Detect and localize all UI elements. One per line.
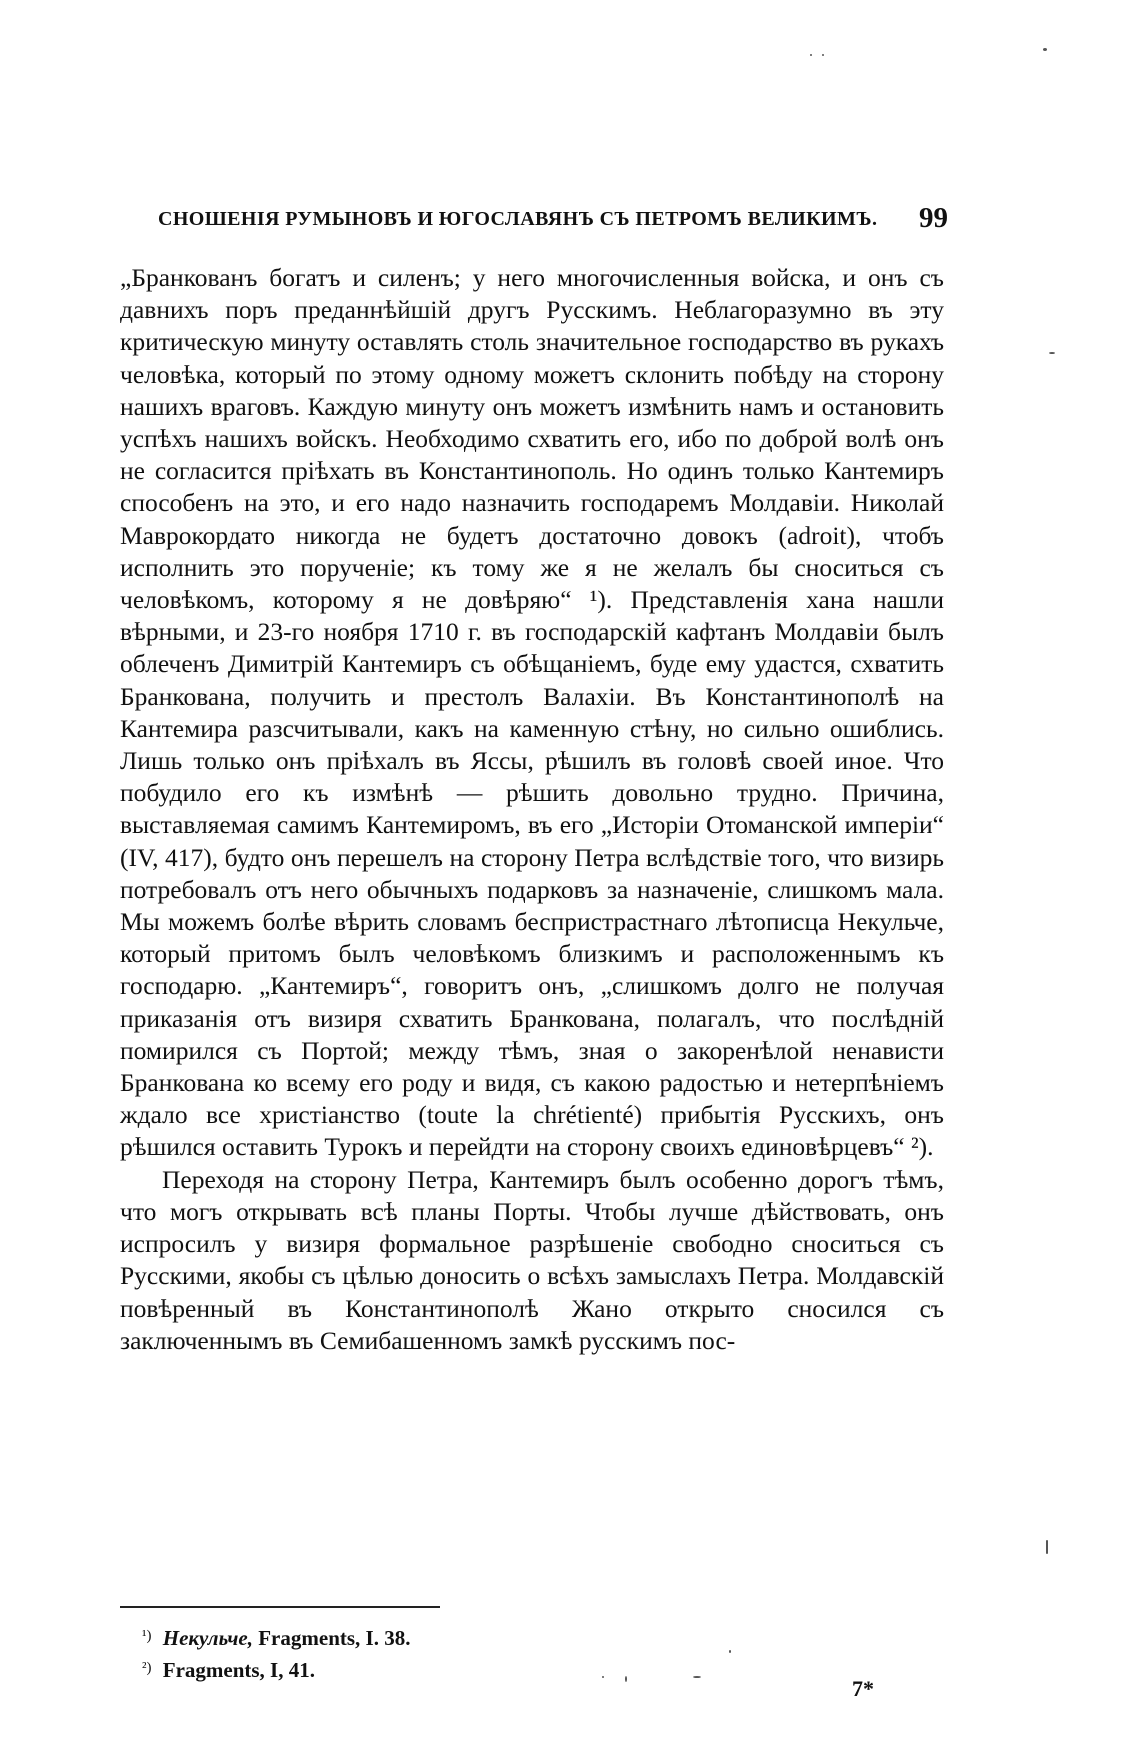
scan-speck	[729, 1650, 731, 1653]
footnotes	[142, 1622, 842, 1686]
footnote-rule	[120, 1606, 440, 1608]
scan-speck	[602, 1676, 604, 1678]
running-head	[158, 202, 948, 242]
scan-speck	[693, 1676, 701, 1678]
footnote-mark: ²)	[142, 1660, 152, 1676]
scan-speck	[625, 1676, 627, 1682]
footnote-1	[142, 1622, 842, 1654]
footnote-2	[142, 1654, 842, 1686]
scan-speck	[810, 54, 812, 56]
scan-speck	[1046, 1540, 1048, 1554]
running-title: СНОШЕНІЯ РУМЫНОВЪ И ЮГОСЛАВЯНЪ СЪ ПЕТРОМЪ ВЕЛИКИМЪ.	[158, 208, 878, 230]
footnote-mark: ¹)	[142, 1628, 152, 1644]
paragraph-2: Переходя на сторону Петра, Кантемиръ былъ особенно дорогъ тѣмъ, что могъ открывать всѣ планы Порты. Чтобы лучше дѣйствовать, онъ испросилъ у визиря формальное разрѣшеніе свободно сноситься съ Русскими, якобы съ цѣлью доносить о всѣхъ замыслахъ Петра. Молдавскій повѣренный въ Константинополѣ Жано открыто сносился съ заключеннымъ въ Семибашенномъ замкѣ русскимъ пос-	[120, 1164, 944, 1355]
body-text	[120, 262, 944, 1357]
paragraph-1: „Бранкованъ богатъ и силенъ; у него многочисленныя войска, и онъ съ давнихъ поръ преданнѣйшій другъ Русскимъ. Неблагоразумно въ эту критическую минуту оставлять столь значительное господарство въ рукахъ человѣка, который по этому одному можетъ склонить побѣду на сторону нашихъ враговъ. Каждую минуту онъ можетъ измѣнить намъ и остановить успѣхъ нашихъ войскъ. Необходимо схватить его, ибо по доброй волѣ онъ не согласится пріѣхать въ Константинополь. Но одинъ только Кантемиръ способенъ на это, и его надо назначить господаремъ Молдавіи. Николай Маврокордато никогда не будетъ достаточно довокъ (adroit), чтобъ исполнить это порученіе; къ тому же я не желалъ бы сноситься съ человѣкомъ, которому я не довѣряю“ ¹). Представленія хана нашли вѣрными, и 23-го ноября 1710 г. въ господарскій кафтанъ Молдавіи былъ облеченъ Димитрій Кантемиръ съ обѣщаніемъ, буде ему удастся, схватить Бранкована, получить и престолъ Валахіи. Въ Константинополѣ на Кантемира разсчитывали, какъ на каменную стѣну, но сильно ошиблись. Лишь только онъ пріѣхалъ въ Яссы, рѣшилъ въ головѣ своей иное. Что побудило его къ измѣнѣ — рѣшить довольно трудно. Причина, выставляемая самимъ Кантемиромъ, въ его „Исторіи Отоманской имперіи“ (IV, 417), будто онъ перешелъ на сторону Петра вслѣдствіе того, что визирь потребовалъ отъ него обычныхъ подарковъ за назначеніе, слишкомъ мала. Мы можемъ болѣе вѣрить словамъ беспристрастнаго лѣтописца Некульче, который притомъ былъ человѣкомъ близкимъ и расположеннымъ къ господарю. „Кантемиръ“, говоритъ онъ, „слишкомъ долго не получая приказанія отъ визиря схватить Бранкована, полагалъ, что послѣдній помирился съ Портой; между тѣмъ, зная о закоренѣлой ненависти Бранкована ко всему его роду и видя, съ какою радостью и нетерпѣніемъ ждало все христіанство (toute la chrétienté) прибытія Русскихъ, онъ рѣшился оставить Турокъ и перейдти на сторону своихъ единовѣрцевъ“ ²).	[120, 263, 944, 1162]
footnote-author: Некульче,	[162, 1626, 253, 1650]
signature-mark: 7*	[852, 1676, 874, 1701]
page-number: 99	[919, 202, 948, 234]
scan-speck	[1049, 352, 1055, 354]
footnote-source: Fragments, I, 41.	[162, 1658, 315, 1682]
scan-speck	[1043, 48, 1047, 51]
footnote-source: Fragments, I. 38.	[258, 1626, 411, 1650]
scan-speck	[822, 54, 824, 56]
